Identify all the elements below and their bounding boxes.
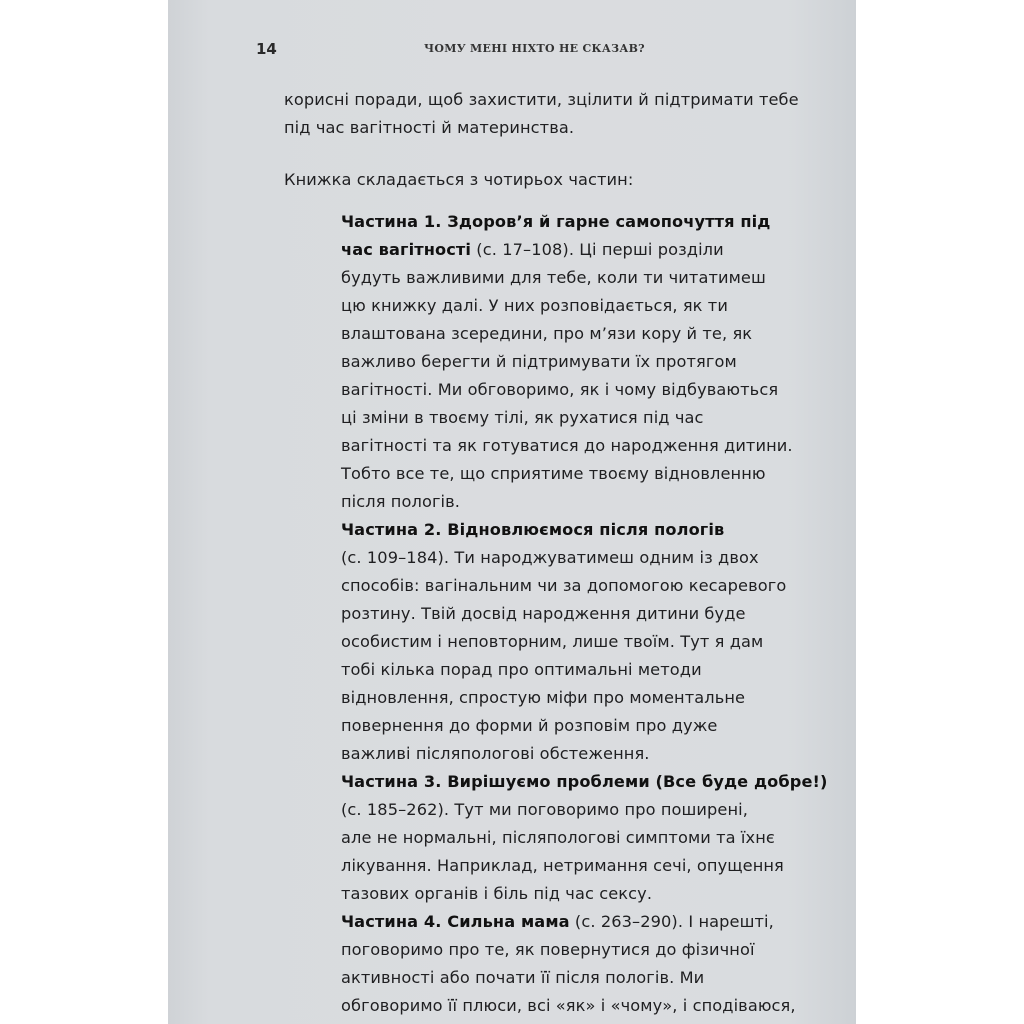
text-line: важливі післяпологові обстеження. bbox=[341, 744, 650, 763]
text-line: особистим і неповторним, лише твоїм. Тут я дам bbox=[341, 632, 764, 651]
part-1-title-cont: час вагітності (с. 17–108). Ці перші розділи bbox=[341, 240, 724, 259]
text-line: будуть важливими для тебе, коли ти читатимеш bbox=[341, 268, 766, 287]
text-line: поговоримо про те, як повернутися до фізичної bbox=[341, 940, 755, 959]
text-line: цю книжку далі. У них розповідається, як ти bbox=[341, 296, 728, 315]
text-line: повернення до форми й розповім про дуже bbox=[341, 716, 718, 735]
page-number: 14 bbox=[256, 40, 277, 58]
text-line: (с. 109–184). Ти народжуватимеш одним із двох bbox=[341, 548, 759, 567]
parts-list bbox=[341, 208, 828, 1020]
text-line: активності або почати її після пологів. Ми bbox=[341, 968, 705, 987]
text-line: Тобто все те, що сприятиме твоєму відновленню bbox=[341, 464, 766, 483]
text-line: розтину. Твій досвід народження дитини буде bbox=[341, 604, 746, 623]
text-line: після пологів. bbox=[341, 492, 461, 511]
part-3-title: Частина 3. Вирішуємо проблеми (Все буде добре!) bbox=[341, 772, 828, 791]
book-page bbox=[168, 0, 856, 1024]
text-line: обговоримо її плюси, всі «як» і «чому», і сподіваюся, bbox=[341, 996, 796, 1015]
running-head-title: ЧОМУ МЕНІ НІХТО НЕ СКАЗАВ? bbox=[424, 42, 645, 55]
text-line: важливо берегти й підтримувати їх протягом bbox=[341, 352, 737, 371]
text-line: влаштована зсередини, про м’язи кору й те, як bbox=[341, 324, 753, 343]
part-4-title: Частина 4. Сильна мама (с. 263–290). І нарешті, bbox=[341, 912, 774, 931]
text-line: вагітності та як готуватися до народження дитини. bbox=[341, 436, 793, 455]
part-1-title: Частина 1. Здоров’я й гарне самопочуття під bbox=[341, 212, 771, 231]
part-2-title: Частина 2. Відновлюємося після пологів bbox=[341, 520, 725, 539]
text-line: відновлення, спростую міфи про моментальне bbox=[341, 688, 746, 707]
text-line: (с. 185–262). Тут ми поговоримо про поширені, bbox=[341, 800, 749, 819]
text-line: але не нормальні, післяпологові симптоми та їхнє bbox=[341, 828, 775, 847]
text-line: під час вагітності й материнства. bbox=[284, 118, 575, 137]
text-line: способів: вагінальним чи за допомогою кесаревого bbox=[341, 576, 787, 595]
text-line: вагітності. Ми обговоримо, як і чому відбуваються bbox=[341, 380, 779, 399]
text-line: лікування. Наприклад, нетримання сечі, опущення bbox=[341, 856, 784, 875]
text-line: ці зміни в твоєму тілі, як рухатися під час bbox=[341, 408, 704, 427]
text-line: корисні поради, щоб захистити, зцілити й підтримати тебе bbox=[284, 90, 799, 109]
running-head bbox=[168, 40, 856, 60]
lead-sentence: Книжка складається з чотирьох частин: bbox=[284, 170, 634, 189]
text-line: тазових органів і біль під час сексу. bbox=[341, 884, 653, 903]
text-line: тобі кілька порад про оптимальні методи bbox=[341, 660, 702, 679]
intro-paragraph bbox=[284, 86, 799, 194]
